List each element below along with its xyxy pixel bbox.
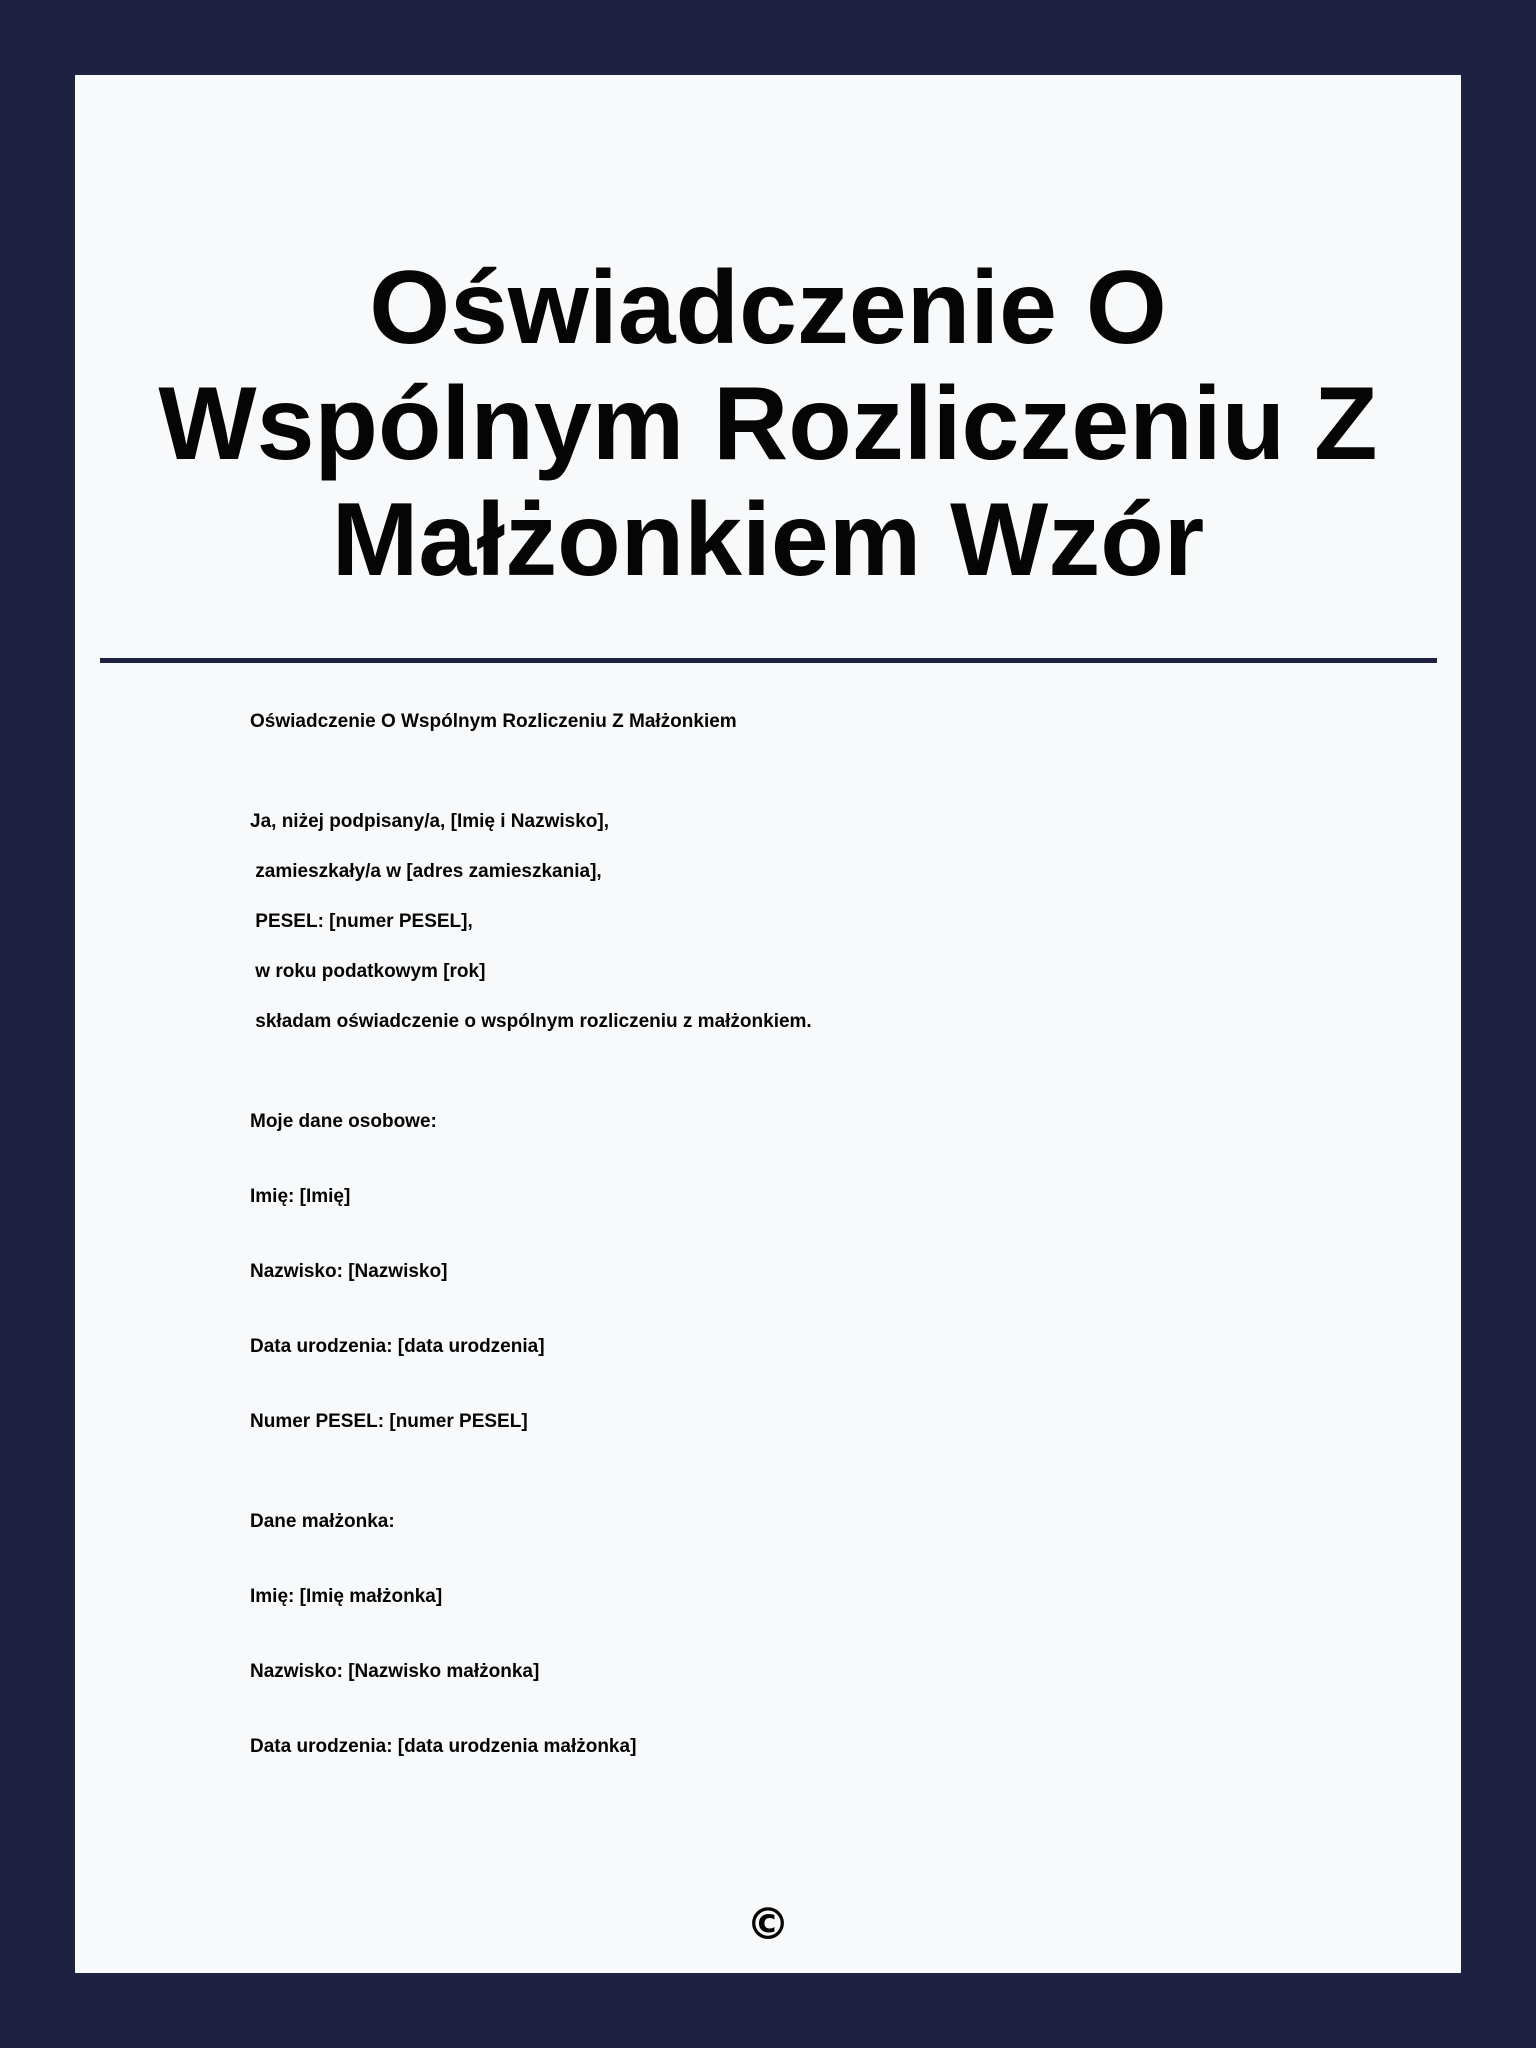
- declaration-line-5: składam oświadczenie o wspólnym rozliczeniu z małżonkiem.: [250, 1011, 812, 1032]
- declaration-line-4: w roku podatkowym [rok]: [250, 961, 486, 982]
- spouse-first-name: Imię: [Imię małżonka]: [250, 1586, 443, 1607]
- spouse-last-name: Nazwisko: [Nazwisko małżonka]: [250, 1661, 540, 1682]
- personal-last-name: Nazwisko: [Nazwisko]: [250, 1261, 448, 1282]
- personal-pesel: Numer PESEL: [numer PESEL]: [250, 1411, 528, 1432]
- declaration-line-1: Ja, niżej podpisany/a, [Imię i Nazwisko],: [250, 811, 609, 832]
- declaration-line-2: zamieszkały/a w [adres zamieszkania],: [250, 861, 602, 882]
- document-page: [75, 75, 1461, 1973]
- document-heading: Oświadczenie O Wspólnym Rozliczeniu Z Małżonkiem: [250, 711, 737, 732]
- title-divider: [100, 658, 1437, 663]
- personal-first-name: Imię: [Imię]: [250, 1186, 351, 1207]
- personal-birth-date: Data urodzenia: [data urodzenia]: [250, 1336, 545, 1357]
- declaration-line-3: PESEL: [numer PESEL],: [250, 911, 473, 932]
- page-title: Oświadczenie O Wspólnym Rozliczeniu Z Małżonkiem Wzór: [158, 250, 1378, 598]
- personal-data-heading: Moje dane osobowe:: [250, 1111, 437, 1132]
- spouse-birth-date: Data urodzenia: [data urodzenia małżonka]: [250, 1736, 637, 1757]
- spouse-data-heading: Dane małżonka:: [250, 1511, 395, 1532]
- copyright-icon: ©: [746, 1899, 790, 1950]
